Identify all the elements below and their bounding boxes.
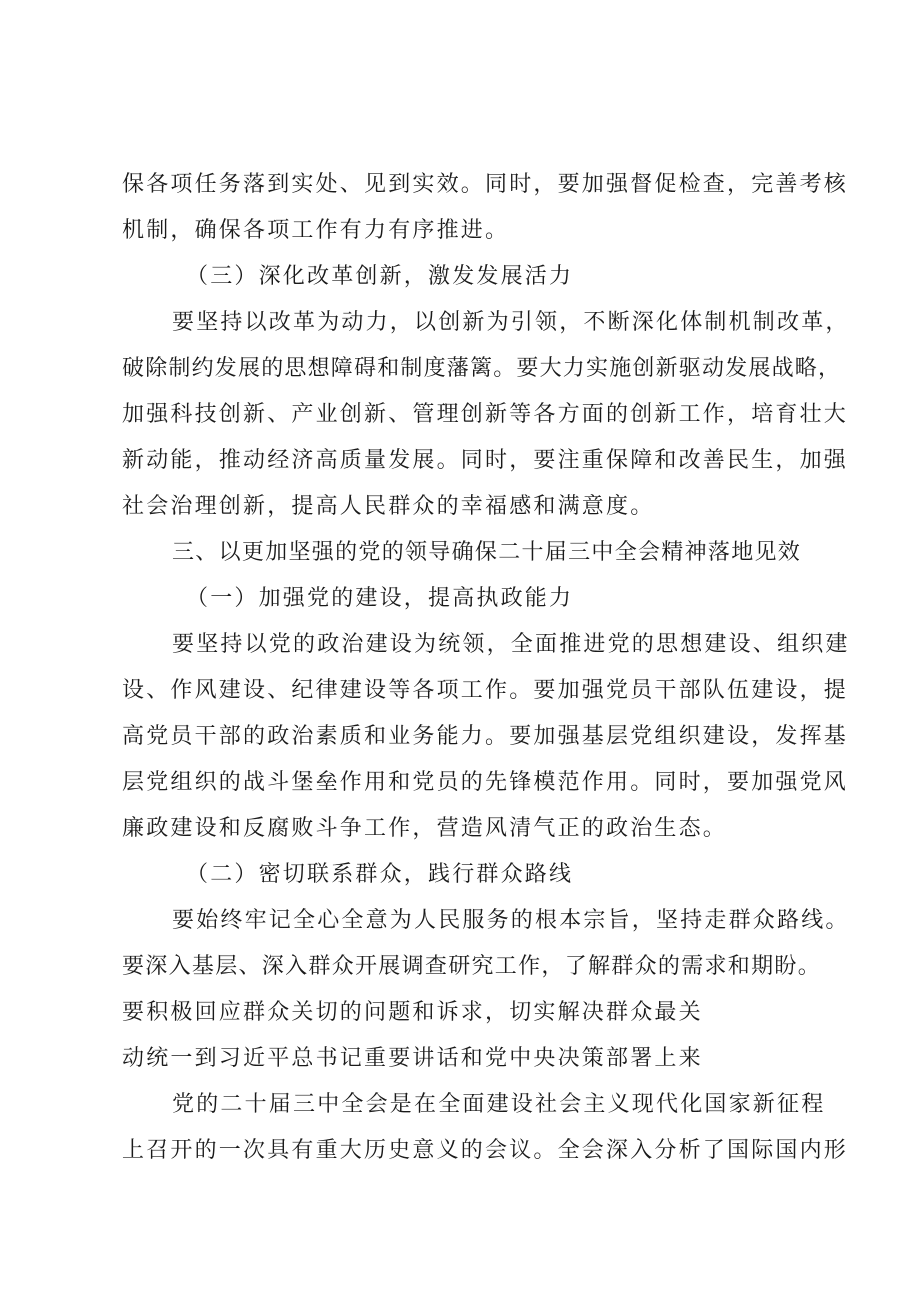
section-heading: （一）加强党的建设，提高执政能力	[186, 586, 574, 611]
body-text-line: 机制，确保各项工作有力有序推进。	[122, 218, 510, 243]
body-text-line: 保各项任务落到实处、见到实效。同时，要加强督促检查，完善考核	[122, 172, 849, 197]
body-text-line: 党的二十届三中全会是在全面建设社会主义现代化国家新征程	[172, 1092, 826, 1117]
body-text-line: 加强科技创新、产业创新、管理创新等各方面的创新工作，培育壮大	[122, 402, 849, 427]
body-text-line: 要坚持以改革为动力，以创新为引领，不断深化体制机制改革，	[172, 310, 850, 335]
body-text-line: 设、作风建设、纪律建设等各项工作。要加强党员干部队伍建设，提	[122, 678, 849, 703]
body-text-line: 高党员干部的政治素质和业务能力。要加强基层党组织建设，发挥基	[122, 724, 849, 749]
body-text-line: 廉政建设和反腐败斗争工作，营造风清气正的政治生态。	[122, 816, 728, 841]
body-text-line: 层党组织的战斗堡垒作用和党员的先锋模范作用。同时，要加强党风	[122, 770, 849, 795]
body-text-line: 动统一到习近平总书记重要讲话和党中央决策部署上来	[122, 1046, 703, 1071]
section-heading: （二）密切联系群众，践行群众路线	[186, 862, 574, 887]
body-text-line: 要始终牢记全心全意为人民服务的根本宗旨，坚持走群众路线。	[172, 908, 850, 933]
body-text-line: 新动能，推动经济高质量发展。同时，要注重保障和改善民生，加强	[122, 448, 849, 473]
chapter-heading: 三、以更加坚强的党的领导确保二十届三中全会精神落地见效	[172, 540, 802, 565]
body-text-line: 要深入基层、深入群众开展调查研究工作，了解群众的需求和期盼。	[122, 954, 822, 979]
body-text-line: 社会治理创新，提高人民群众的幸福感和满意度。	[122, 494, 655, 519]
section-heading: （三）深化改革创新，激发发展活力	[186, 264, 574, 289]
body-text-line: 上召开的一次具有重大历史意义的会议。全会深入分析了国际国内形	[122, 1138, 849, 1163]
body-text-line: 要积极回应群众关切的问题和诉求，切实解决群众最关	[122, 1000, 703, 1025]
body-text-line: 破除制约发展的思想障碍和制度藩篱。要大力实施创新驱动发展战略，	[122, 356, 842, 381]
body-text-line: 要坚持以党的政治建设为统领，全面推进党的思想建设、组织建	[172, 632, 850, 657]
